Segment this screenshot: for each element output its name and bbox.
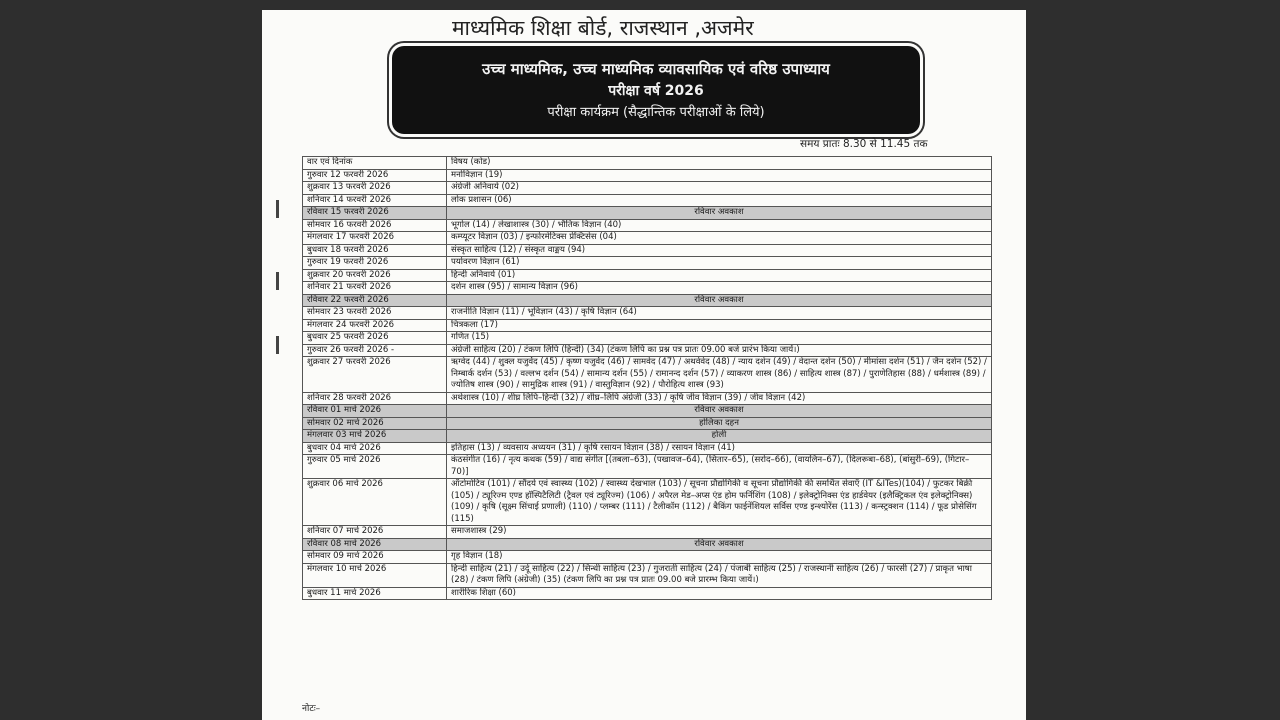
banner-line-2: परीक्षा वर्ष 2026 [608,83,704,99]
exam-subject-cell: रविवार अवकाश [447,405,992,418]
exam-subject-cell: अर्थशास्त्र (10) / शीघ्र लिपि–हिन्दी (32) / शीघ्र–लिपि अंग्रेजी (33) / कृषि जीव विज्ञान (39) / जीव विज्ञान (42) [447,392,992,405]
holiday-row [303,294,992,307]
exam-subject-cell: गृह विज्ञान (18) [447,551,992,564]
exam-date-cell: रविवार 08 मार्च 2026 [303,538,447,551]
exam-subject-cell: ऑटोमोटिव (101) / सौंदर्य एवं स्वास्थ्य (102) / स्वास्थ्य देखभाल (103) / सूचना प्रौद्योगिकी व सूचना प्रौद्योगिकी की समर्थित सेवाएँ (IT &ITes)(104) / फुटकर बिक्री (105) / ट्यूरिज्म एण्ड हॉस्पिटैलिटी (ट्रैवल एवं ट्यूरिज्म) (106) / अपैरल मेड–अप्स एंड होम फर्निशिंग (108) / इलेक्ट्रोनिक्स एंड हार्डवेयर (इलैक्ट्रिकल एंव इलेक्ट्रोनिक्स) (109) / कृषि (सूक्ष्म सिंचाई प्रणाली) (110) / प्लम्बर (111) / टैलीकॉम (112) / बैकिंग फाईनेंशियल सर्विस एण्ड इन्श्योरेंस (113) / कन्स्ट्रक्शन (114) / फूड प्रोसेसिंग (115) [447,479,992,526]
exam-date-cell: रविवार 15 फरवरी 2026 [303,207,447,220]
exam-subject-cell: पर्यावरण विज्ञान (61) [447,257,992,270]
exam-subject-cell: लोक प्रशासन (06) [447,194,992,207]
exam-date-cell: शुक्रवार 06 मार्च 2026 [303,479,447,526]
table-row [303,587,992,600]
exam-date-cell: बुधवार 04 मार्च 2026 [303,442,447,455]
table-row [303,244,992,257]
exam-date-cell: गुरुवार 26 फरवरी 2026 - [303,344,447,357]
exam-date-cell: रविवार 22 फरवरी 2026 [303,294,447,307]
exam-schedule-document [262,10,1026,720]
exam-subject-cell: कम्प्यूटर विज्ञान (03) / इन्फोरमेटिक्स प्रेक्टिसेस (04) [447,232,992,245]
exam-date-cell: मंगलवार 24 फरवरी 2026 [303,319,447,332]
table-row [303,269,992,282]
exam-date-cell: शुक्रवार 13 फरवरी 2026 [303,182,447,195]
exam-date-cell: शनिवार 07 मार्च 2026 [303,526,447,539]
table-row [303,169,992,182]
exam-date-cell: मंगलवार 10 मार्च 2026 [303,563,447,587]
exam-date-cell: गुरुवार 12 फरवरी 2026 [303,169,447,182]
exam-date-cell: मंगलवार 03 मार्च 2026 [303,430,447,443]
exam-subject-cell: ऋग्वेद (44) / शुक्ल यजुर्वेद (45) / कृष्ण यजुर्वेद (46) / सामवेद (47) / अथर्ववेद (48) / न्याय दर्शन (49) / वेदान्त दर्शन (50) / मीमांसा दर्शन (51) / जैन दर्शन (52) / निम्बार्क दर्शन (53) / वल्लभ दर्शन (54) / सामान्य दर्शन (55) / रामानन्द दर्शन (57) / व्याकरण शास्त्र (86) / साहित्य शास्त्र (87) / पुराणेतिहास (88) / धर्मशास्त्र (89) / ज्योतिष शास्त्र (90) / सामुद्रिक शास्त्र (91) / वास्तुविज्ञान (92) / पौरोहित्य शास्त्र (93) [447,357,992,393]
exam-time-note: समय प्रातः 8.30 से 11.45 तक [800,138,928,150]
exam-subject-cell: चित्रकला (17) [447,319,992,332]
exam-date-cell: मंगलवार 17 फरवरी 2026 [303,232,447,245]
exam-subject-cell: होली [447,430,992,443]
exam-banner [392,46,920,134]
exam-subject-cell: रविवार अवकाश [447,294,992,307]
exam-subject-cell: इतिहास (13) / व्यवसाय अध्ययन (31) / कृषि रसायन विज्ञान (38) / रसायन विज्ञान (41) [447,442,992,455]
table-row [303,282,992,295]
exam-subject-cell: समाजशास्त्र (29) [447,526,992,539]
exam-subject-cell: भूगोल (14) / लेखाशास्त्र (30) / भौतिक विज्ञान (40) [447,219,992,232]
board-title: माध्यमिक शिक्षा बोर्ड, राजस्थान ,अजमेर [452,16,754,40]
exam-subject-cell: हिन्दी साहित्य (21) / उर्दू साहित्य (22) / सिन्धी साहित्य (23) / गुजराती साहित्य (24) / पंजाबी साहित्य (25) / राजस्थानी साहित्य (26) / फारसी (27) / प्राकृत भाषा (28) / टंकण लिपि (अंग्रेजी) (35) (टंकण लिपि का प्रश्न पत्र प्रातः 09.00 बजे प्रारम्भ किया जायें।) [447,563,992,587]
table-row [303,182,992,195]
table-row [303,232,992,245]
table-row [303,257,992,270]
table-header-row [303,157,992,170]
table-row [303,194,992,207]
banner-line-3: परीक्षा कार्यक्रम (सैद्धान्तिक परीक्षाओं के लिये) [547,105,765,120]
exam-subject-cell: कंठसंगीत (16) / नृत्य कथक (59) / वाद्य संगीत [(तबला–63), (पखावज–64), (सितार–65), (सरोद–66), (वायलिन–67), (दिलरूबा–68), (बांसुरी–69), (गिटार– 70)] [447,455,992,479]
table-row [303,357,992,393]
binding-mark [276,272,279,290]
table-row [303,563,992,587]
exam-date-cell: बुधवार 11 मार्च 2026 [303,587,447,600]
exam-date-cell: शनिवार 14 फरवरी 2026 [303,194,447,207]
binding-mark [276,336,279,354]
header-day: वार एवं दिनांक [303,157,447,170]
table-row [303,307,992,320]
schedule-table [302,156,992,600]
notes-label: नोटः– [302,704,321,714]
exam-date-cell: बुधवार 25 फरवरी 2026 [303,332,447,345]
exam-subject-cell: रविवार अवकाश [447,538,992,551]
exam-date-cell: शनिवार 28 फरवरी 2026 [303,392,447,405]
exam-date-cell: शुक्रवार 20 फरवरी 2026 [303,269,447,282]
exam-subject-cell: मनोविज्ञान (19) [447,169,992,182]
exam-date-cell: सोमवार 02 मार्च 2026 [303,417,447,430]
holiday-row [303,538,992,551]
table-row [303,332,992,345]
exam-date-cell: बुधवार 18 फरवरी 2026 [303,244,447,257]
holiday-row [303,405,992,418]
table-row [303,455,992,479]
holiday-row [303,430,992,443]
exam-date-cell: गुरुवार 19 फरवरी 2026 [303,257,447,270]
exam-date-cell: सोमवार 09 मार्च 2026 [303,551,447,564]
table-row [303,219,992,232]
exam-date-cell: शनिवार 21 फरवरी 2026 [303,282,447,295]
exam-subject-cell: शारीरिक शिक्षा (60) [447,587,992,600]
table-row [303,392,992,405]
holiday-row [303,417,992,430]
banner-line-1: उच्च माध्यमिक, उच्च माध्यमिक व्यावसायिक एवं वरिष्ठ उपाध्याय [482,60,830,78]
exam-subject-cell: गणित (15) [447,332,992,345]
header-subject: विषय (कोड) [447,157,992,170]
exam-date-cell: गुरुवार 05 मार्च 2026 [303,455,447,479]
table-row [303,479,992,526]
exam-date-cell: सोमवार 23 फरवरी 2026 [303,307,447,320]
exam-subject-cell: अंग्रेजी अनिवार्य (02) [447,182,992,195]
exam-date-cell: सोमवार 16 फरवरी 2026 [303,219,447,232]
exam-subject-cell: रविवार अवकाश [447,207,992,220]
exam-subject-cell: अंग्रेजी साहित्य (20) / टंकण लिपि (हिन्दी) (34) (टंकण लिपि का प्रश्न पत्र प्रातः 09.00 बजे प्रारंभ किया जायें।) [447,344,992,357]
table-row [303,319,992,332]
exam-subject-cell: संस्कृत साहित्य (12) / संस्कृत वाङ्मय (94) [447,244,992,257]
holiday-row [303,207,992,220]
exam-date-cell: रविवार 01 मार्च 2026 [303,405,447,418]
table-row [303,344,992,357]
binding-mark [276,200,279,218]
exam-subject-cell: राजनीति विज्ञान (11) / भूविज्ञान (43) / कृषि विज्ञान (64) [447,307,992,320]
table-row [303,442,992,455]
exam-subject-cell: हिन्दी अनिवार्य (01) [447,269,992,282]
exam-subject-cell: दर्शन शास्त्र (95) / सामान्य विज्ञान (96) [447,282,992,295]
exam-subject-cell: होलिका दहन [447,417,992,430]
table-row [303,526,992,539]
table-row [303,551,992,564]
exam-date-cell: शुक्रवार 27 फरवरी 2026 [303,357,447,393]
